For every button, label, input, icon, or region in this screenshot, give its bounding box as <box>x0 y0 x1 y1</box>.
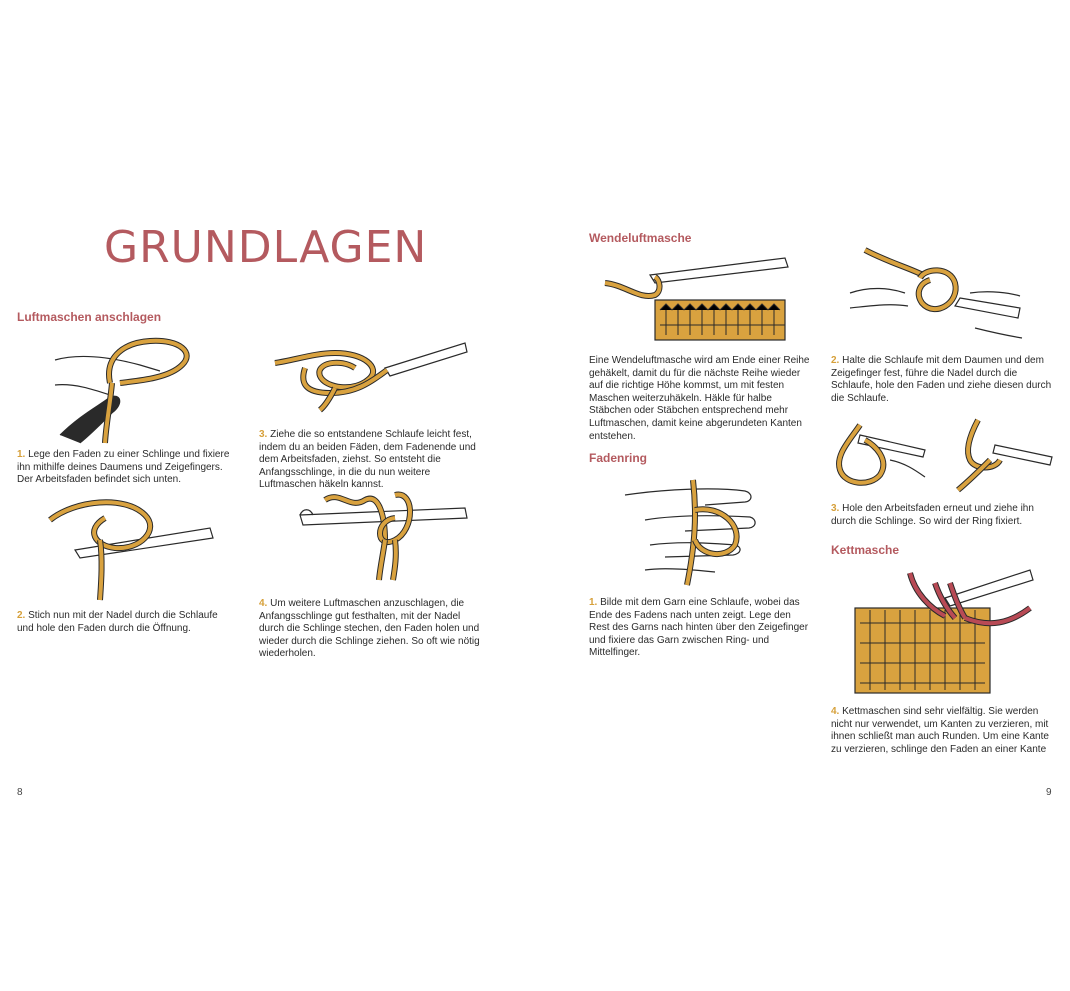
step1-paragraph <box>17 449 235 487</box>
page-title: GRUNDLAGEN <box>104 222 428 273</box>
step-text: Ziehe die so entstandene Schlaufe leicht fest, indem du an beiden Fäden, dem Fadenende und dem Arbeitsfaden, ziehst. So entsteht die Anfangsschlinge, in die du nun weitere Luftmaschen häkeln kannst. <box>259 429 476 491</box>
step-text: Bilde mit dem Garn eine Schlaufe, wobei das Ende des Fadens nach unten zeigt. Lege den Rest des Garns nach hinten über den Zeigefinger und fixiere das Garn zwischen Ring- und Mittelfinger. <box>589 597 809 659</box>
slipknot-illustration <box>275 338 470 413</box>
slip-stitch-fabric-illustration <box>850 568 1035 698</box>
crochet-fabric-illustration <box>600 255 795 350</box>
step-text: Hole den Arbeitsfaden erneut und ziehe ihn durch die Schlinge. So wird der Ring fixiert. <box>831 503 1034 527</box>
step-number: 3. <box>831 503 840 514</box>
step3-paragraph <box>259 429 484 492</box>
step-text: Um weitere Luftmaschen anzuschlagen, die Anfangsschlinge gut festhalten, mit der Nadel durch die Schlinge stechen, den Faden holen und wieder durch die Schlinge ziehen. So oft wie nötig wiederholen. <box>259 598 480 660</box>
hand-ring-illustration <box>625 475 765 590</box>
step-text: Halte die Schlaufe mit dem Daumen und dem Zeigefinger fest, führe die Nadel durch die Schlaufe, hole den Faden und ziehe diesen durch die Schlaufe. <box>831 355 1052 404</box>
section-heading-wendeluftmasche: Wendeluftmasche <box>589 231 692 245</box>
step-text: Stich nun mit der Nadel durch die Schlaufe und hole den Faden durch die Öffnung. <box>17 610 218 634</box>
ring-fixing-illustration-a <box>830 415 930 495</box>
step2-paragraph <box>17 610 235 635</box>
section-heading-luftmaschen: Luftmaschen anschlagen <box>17 310 162 324</box>
step-text: Lege den Faden zu einer Schlinge und fixiere ihn mithilfe deines Daumens und Zeigefingers. Der Arbeitsfaden befindet sich unten. <box>17 449 230 486</box>
page-number-right: 9 <box>1046 787 1052 798</box>
ring-step2-paragraph <box>831 355 1056 405</box>
hand-loop-illustration <box>50 335 200 445</box>
step4-paragraph <box>259 598 484 661</box>
step-number: 3. <box>259 429 268 440</box>
step-text: Kettmaschen sind sehr vielfältig. Sie werden nicht nur verwendet, um Kanten zu verzieren, mit ihnen schließt man auch Runden. Um eine Kante zu verzieren, schlinge den Faden an einer Kante <box>831 706 1049 755</box>
kett-step4-paragraph <box>831 706 1056 756</box>
step-number: 2. <box>831 355 840 366</box>
wende-paragraph: Eine Wendeluftmasche wird am Ende einer Reihe gehäkelt, damit du für die nächste Reihe wieder auf die richtige Höhe kommst, um mit festen Maschen weiterzuhäkeln. Häkle für halbe Stäbchen oder Stäbchen entsprechend mehr Luftmaschen, damit keine abgerundeten Kanten entstehen. <box>589 355 810 442</box>
page-number-left: 8 <box>17 787 23 798</box>
step-number: 4. <box>259 598 268 609</box>
step-number: 2. <box>17 610 26 621</box>
hands-hook-ring-illustration <box>850 248 1025 343</box>
section-heading-fadenring: Fadenring <box>589 451 648 465</box>
hook-through-loop-illustration <box>45 500 215 605</box>
ring-step3-paragraph <box>831 503 1056 528</box>
step-number: 1. <box>589 597 598 608</box>
step-number: 1. <box>17 449 26 460</box>
section-heading-kettmasche: Kettmasche <box>831 543 900 557</box>
chain-stitch-illustration <box>295 490 475 585</box>
ring-step1-paragraph <box>589 597 814 660</box>
ring-fixing-illustration-b <box>950 415 1055 495</box>
step-number: 4. <box>831 706 840 717</box>
